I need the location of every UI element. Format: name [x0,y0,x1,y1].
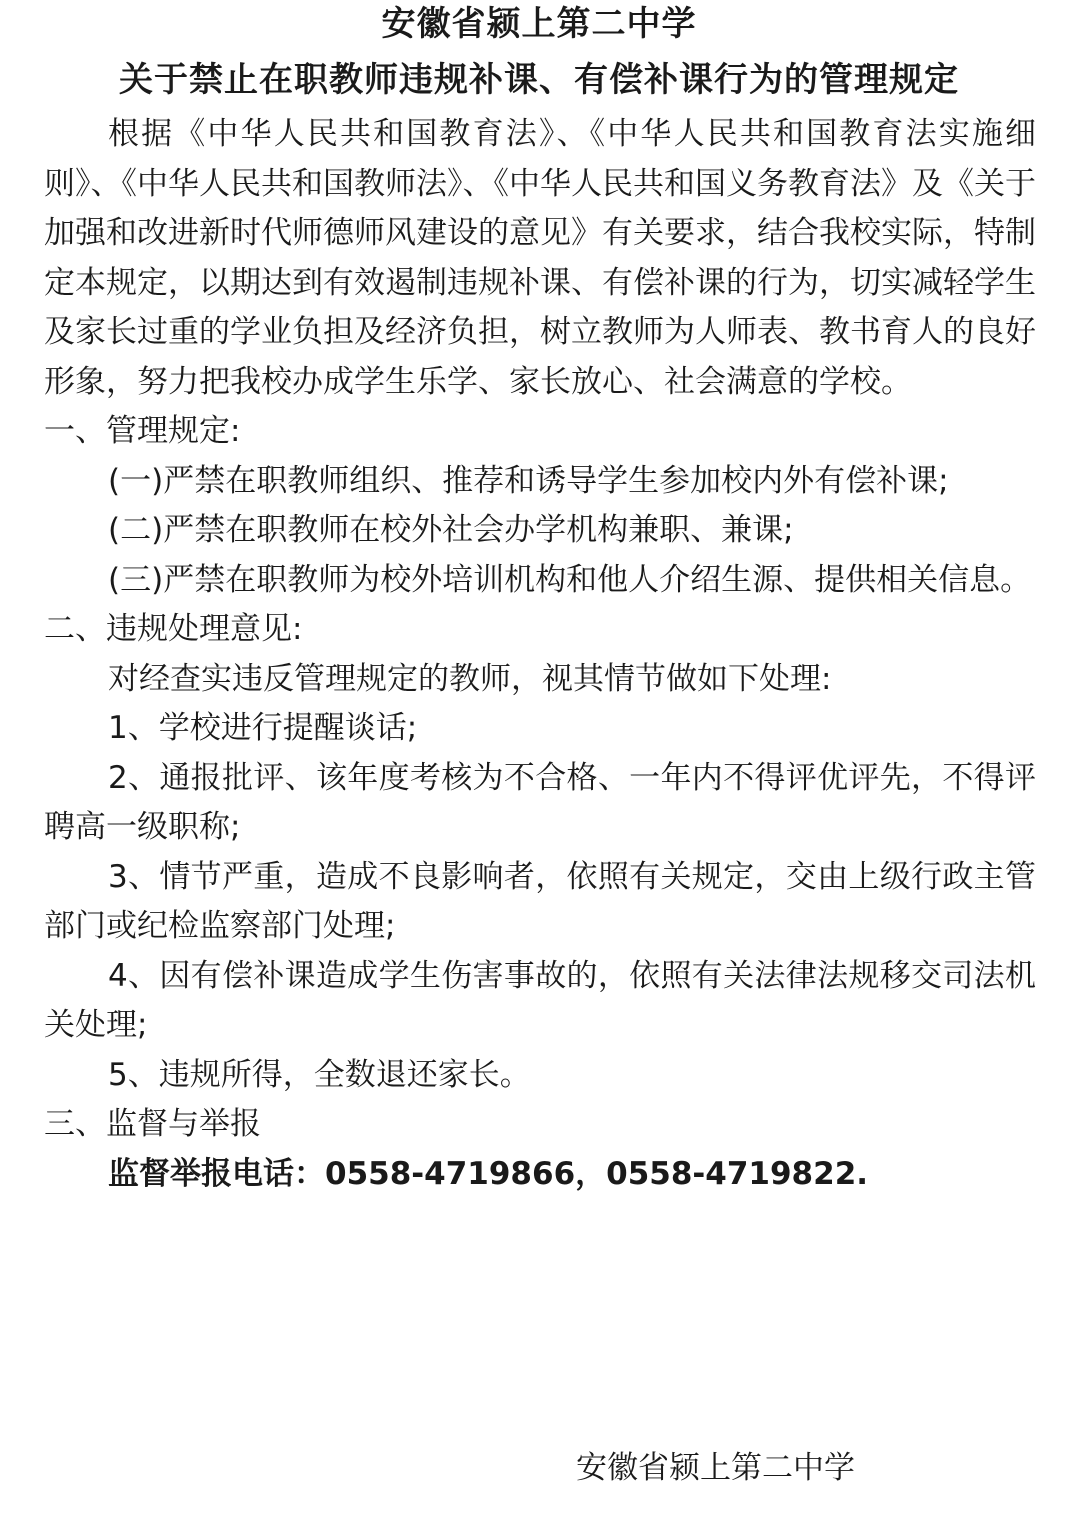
section-1-heading: 一、管理规定: [44,413,241,449]
section-2-item: 2、通报批评、该年度考核为不合格、一年内不得评优评先，不得评聘高一级职称; [44,759,1036,845]
section-2-item: 4、因有偿补课造成学生伤害事故的，依照有关法律法规移交司法机关处理; [44,957,1036,1043]
section-3-heading: 三、监督与举报 [44,1106,261,1142]
section-2-lead: 对经查实违反管理规定的教师，视其情节做如下处理: [108,660,832,697]
section-2-item: 1、学校进行提醒谈话; [108,710,418,746]
document-title: 关于禁止在职教师违规补课、有偿补课行为的管理规定 [119,60,959,100]
intro-paragraph: 根据《中华人民共和国教育法》、《中华人民共和国教育法实施细则》、《中华人民共和国教师法》、《中华人民共和国义务教育法》及《关于加强和改进新时代师德师风建设的意见》有关要求，结合我校实际，特制定本规定，以期达到有效遏制违规补课、有偿补课的行为，切实减轻学生及家长过重的学业负担及经济负担，树立教师为人师表、教书育人的良好形象，努力把我校办成学生乐学、家长放心、社会满意的学校。 [44,116,1036,400]
school-name-heading: 安徽省颍上第二中学 [381,4,697,44]
section-2-item: 5、违规所得，全数退还家长。 [108,1056,531,1093]
hotline-text: 监督举报电话：0558-4719866，0558-4719822. [108,1155,869,1192]
section-2-item: 3、情节严重，造成不良影响者，依照有关规定，交由上级行政主管部门或纪检监察部门处理; [44,858,1036,944]
document-body [44,110,1036,1199]
section-1-item: (三)严禁在职教师为校外培训机构和他人介绍生源、提供相关信息。 [108,561,1032,598]
section-2-heading: 二、违规处理意见: [44,611,303,647]
section-1-item: (一)严禁在职教师组织、推荐和诱导学生参加校内外有偿补课; [108,462,949,499]
signature-school-name: 安徽省颍上第二中学 [576,1450,855,1486]
section-1-item: (二)严禁在职教师在校外社会办学机构兼职、兼课; [108,512,794,548]
